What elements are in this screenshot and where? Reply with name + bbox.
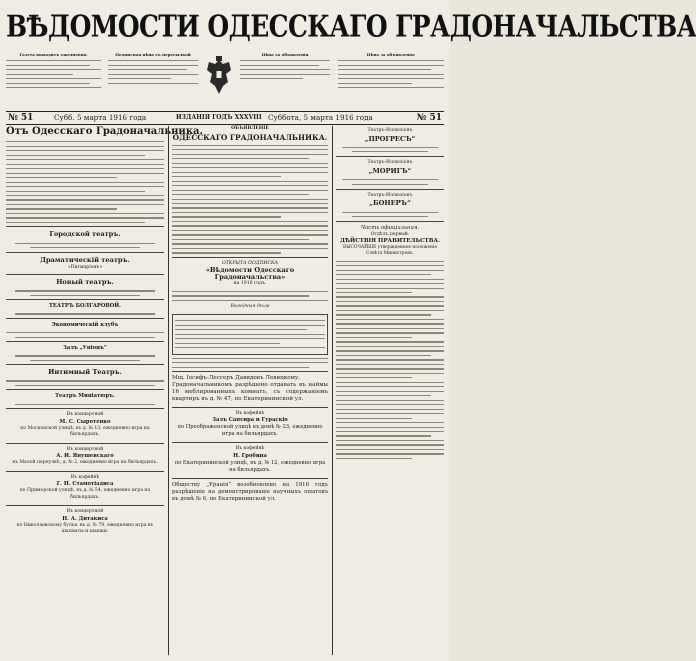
concert-ad-4: Въ концертной Н. А. Дитакиса по Николаевскому бульв. въ д. № 79, ежедневно игра въ шахматы и шашки. <box>16 509 154 535</box>
header-left <box>6 52 101 108</box>
center-column <box>172 126 328 655</box>
right-column <box>336 126 444 655</box>
official-part-label: Часть офиціальная. <box>360 225 420 232</box>
date-right: Суббота, 5 марта 1916 года <box>268 113 373 122</box>
issue-number-right: № 51 <box>416 113 442 123</box>
masthead-title: ВѢДОМОСТИ ОДЕССКАГО ГРАДОНАЧАЛЬСТВА <box>6 9 696 44</box>
cafe-ad-1: Въ кофейнѣ Залъ Сапсира и Гураскіо по Преображенской улицѣ въ домѣ № 23, ежедневно игра на бильярдахъ. <box>177 410 323 438</box>
header-center-right <box>240 52 330 108</box>
concert-ad-1: Въ концертной М. С. Сыротенко по Московской улицѣ, въ д. № 13, ежедневно игра на бильярдахъ. <box>20 412 150 438</box>
column-divider-1 <box>168 126 169 655</box>
government-subheading: ВЫСОЧАЙШЕ утвержденное положеніе Совѣта Министровъ. <box>343 245 437 257</box>
center-heading: ОДЕССКАГО ГРАДОНАЧАЛЬНИКА. <box>172 132 328 142</box>
intimate-theatre-title: Интимный Театръ. <box>48 368 122 377</box>
economic-club-title: Экономическій клубъ <box>51 321 119 328</box>
header-center-left-title: Подписная цѣна съ пересылкой <box>115 52 191 57</box>
header-right <box>338 52 444 108</box>
theatre-drama-sub: «Пигмаріонъ» <box>67 264 103 270</box>
header-right-title: Цѣна за объявленія: <box>366 52 416 57</box>
theatre-ad-boner: Театръ-Иллюзіонъ „БОНЕРЪ“ <box>336 193 444 217</box>
cafe-ad-2: Въ кофейнѣ Н. Гробина по Екатерининской улицѣ, въ д. № 12, ежедневно игра на бильярдахъ. <box>174 446 326 473</box>
theatre-new-title: Новый театръ. <box>56 278 114 287</box>
double-eagle-emblem-icon <box>203 54 235 100</box>
theatre-ad-progress: Театръ-Иллюзіонъ „ПРОГРЕСЪ“ <box>336 128 444 152</box>
section-label: Отдѣлъ первый. <box>370 231 410 237</box>
government-heading: ДѢЙСТВІЯ ПРАВИТЕЛЬСТВА. <box>340 238 440 245</box>
edition-year: ИЗДАНІЯ ГОДЪ XXXVIII <box>176 114 262 121</box>
concert-ad-2: Въ концертной А. И. Янушевскаго въ Малой переулкѣ, д. № 2, ежедневно игра на бильярдахъ. <box>12 446 158 466</box>
dateline-bar <box>6 111 444 125</box>
left-column <box>6 126 204 655</box>
concert-ad-3: Въ кофейнѣ Г. Н. Стамотіадиса по Приморской улицѣ, въ д. № 54, ежедневно игра на бильярдахъ. <box>19 474 151 500</box>
license-notice: Мщ. Іосифъ-Лессеръ Давидовъ Левицкому, Градоначальникомъ разрѣшено отдавать въ наймы 16 меблированныхъ комнатъ, съ содержаніемъ квартиръ въ д. № 47, по Екатерининской ул. <box>172 375 328 402</box>
date-left: Субб. 5 марта 1916 года <box>54 113 147 122</box>
header-center-right-title: Цѣна за объявленія <box>261 52 309 57</box>
miniature-theatre-title: Театръ Миніатюръ. <box>55 393 115 400</box>
header-left-title: Газета выходитъ ежедневно. <box>19 52 88 57</box>
column-divider-2 <box>332 126 333 655</box>
theatre-drama-title: Драматическій театръ. <box>40 255 130 264</box>
announcement-label: ОБЪЯВЛЕНІЕ <box>231 126 269 131</box>
header-center-left <box>108 52 198 108</box>
urania-notice: Обществу „Уранія“ возобновлено на 1916 годъ разрѣшеніе на демонстрированіе научныхъ опытовъ въ домѣ № 6, по Екатерининской ул. <box>172 481 328 502</box>
theatre-city-title: Городской театръ. <box>49 230 121 239</box>
header-band <box>6 52 444 108</box>
subscription-price-table <box>172 314 328 355</box>
subscription-year: на 1916 годъ. <box>233 281 267 287</box>
theatre-bolgarova-title: ТЕАТРЪ БОЛГАРОВОЙ. <box>49 303 121 310</box>
theatre-ad-morig: Театръ-Иллюзіонъ „МОРИГЪ“ <box>336 160 444 184</box>
subscription-title: «Вѣдомости Одесскаго Градоначальства» <box>205 266 295 282</box>
union-hall-title: Залъ „Уніонъ“ <box>63 345 107 352</box>
subscription-open: ОТКРЫТА ПОДПИСКА <box>221 260 279 266</box>
blurb-label: Выгодныя дѣла <box>230 304 270 310</box>
issue-number-left: № 51 <box>8 113 34 123</box>
left-heading: Отъ Одесскаго Градоначальника. <box>6 126 204 137</box>
